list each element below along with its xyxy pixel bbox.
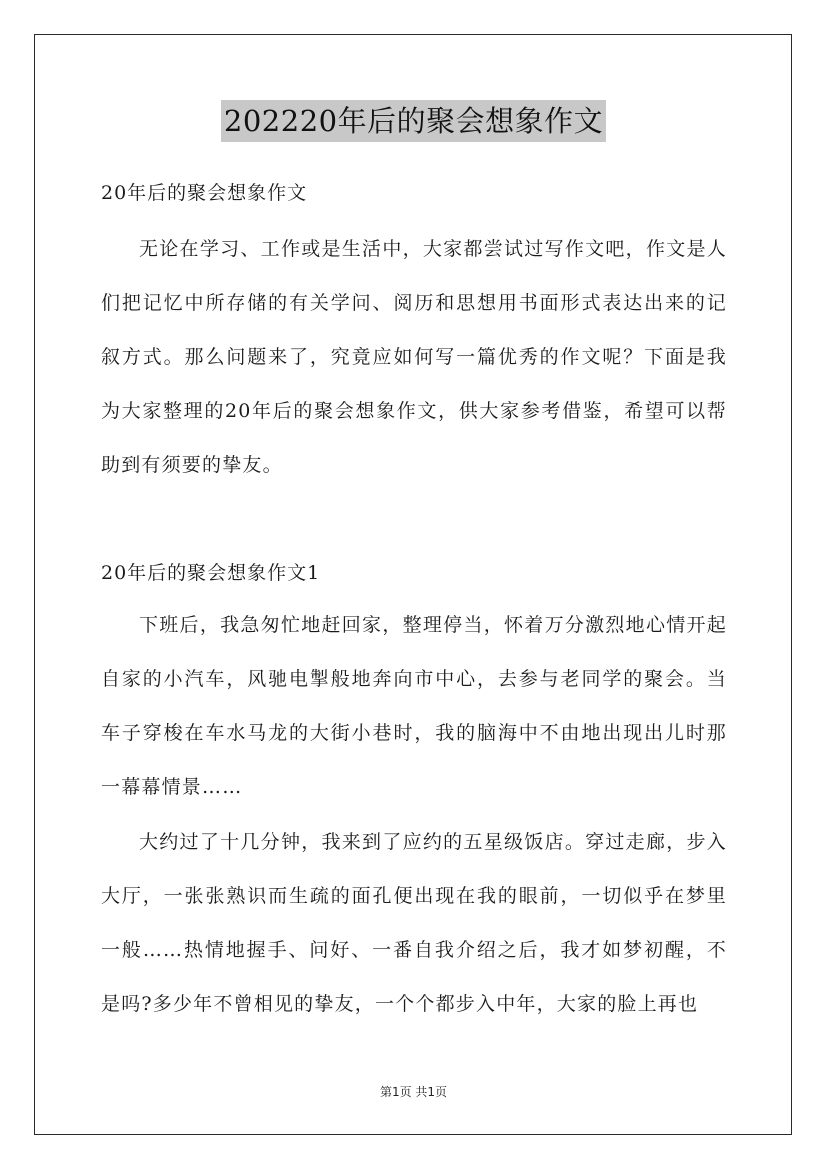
section-heading-intro: 20年后的聚会想象作文 — [101, 182, 308, 204]
essay-paragraph-1: 下班后，我急匆忙地赶回家，整理停当，怀着万分激烈地心情开起自家的小汽车，风驰电掣般地奔向市中心，去参与老同学的聚会。当车子穿梭在车水马龙的大街小巷时，我的脑海中不由地出现出儿时那一幕幕情景…… — [101, 614, 727, 798]
document-title: 202220年后的聚会想象作文 — [221, 100, 606, 142]
section-heading-essay-1: 20年后的聚会想象作文1 — [101, 562, 321, 584]
page-footer: 第1页 共1页 — [379, 1085, 448, 1099]
essay-paragraph-2: 大约过了十几分钟，我来到了应约的五星级饭店。穿过走廊，步入大厅，一张张熟识而生疏的面孔便出现在我的眼前，一切似乎在梦里一般……热情地握手、问好、一番自我介绍之后，我才如梦初醒，不是吗?多少年不曾相见的挚友，一个个都步入中年，大家的脸上再也 — [101, 831, 727, 1015]
intro-paragraph: 无论在学习、工作或是生活中，大家都尝试过写作文吧，作文是人们把记忆中所存储的有关学问、阅历和思想用书面形式表达出来的记叙方式。那么问题来了，究竟应如何写一篇优秀的作文呢？下面是我为大家整理的20年后的聚会想象作文，供大家参考借鉴，希望可以帮助到有须要的挚友。 — [101, 238, 727, 476]
title-container — [0, 100, 827, 142]
